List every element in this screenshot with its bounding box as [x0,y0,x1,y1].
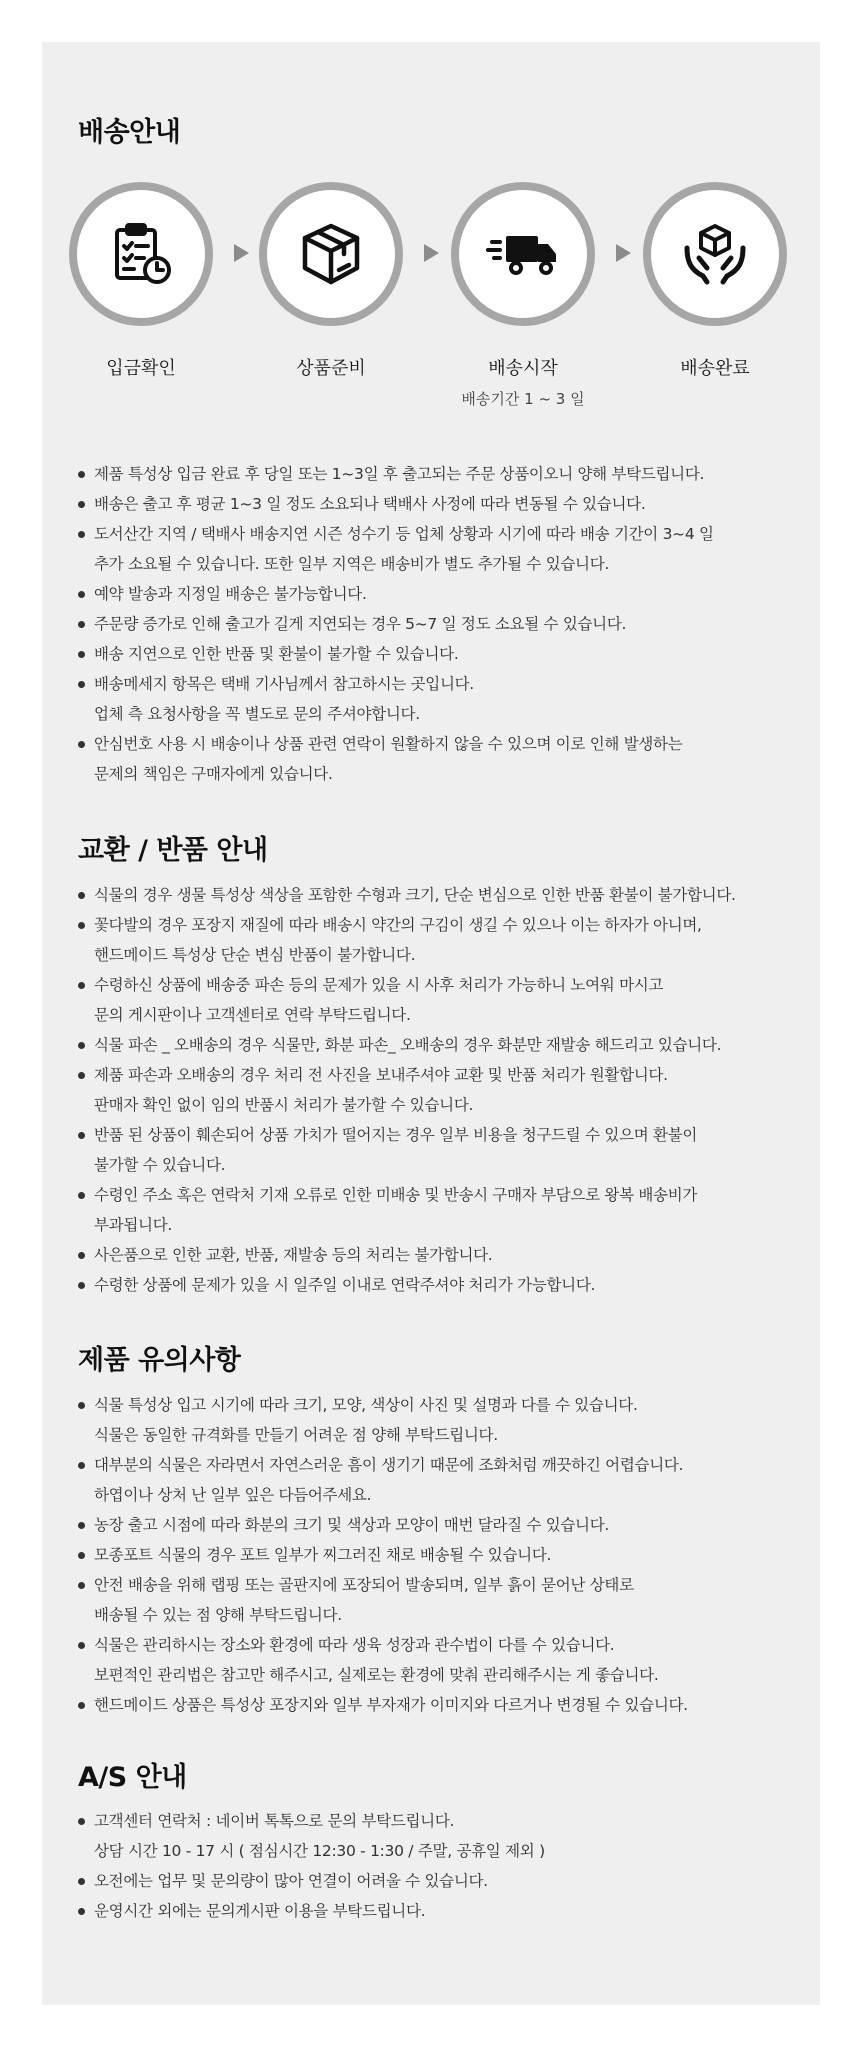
list-item-text: 핸드메이드 특성상 단순 변심 반품이 불가합니다. [94,946,416,964]
list-item [78,1060,798,1120]
list-item [78,1450,798,1510]
list-item-text: 수령인 주소 혹은 연락처 기재 오류로 인한 미배송 및 반송시 구매자 부담으로 왕복 배송비가 [94,1186,698,1204]
list-item-text: 업체 측 요청사항을 꼭 별도로 문의 주셔야합니다. [94,705,420,723]
shipping-title: 배송안내 [78,117,181,148]
list-item-text: 핸드메이드 상품은 특성상 포장지와 일부 부자재가 이미지와 다르거나 변경될 수 있습니다. [94,1696,688,1714]
as-title: A/S 안내 [78,1762,187,1793]
arrow-right-icon [234,244,249,262]
step-label: 상품준비 [296,358,366,379]
list-item-text: 주문량 증가로 인해 출고가 길게 지연되는 경우 5~7 일 정도 소요될 수 있습니다. [94,615,627,633]
exchange-notes [78,880,798,1300]
list-item-text: 불가할 수 있습니다. [94,1156,226,1174]
list-item-text: 하엽이나 상처 난 일부 잎은 다듬어주세요. [94,1486,372,1504]
list-item [78,1030,798,1060]
list-item-text: 배송메세지 항목은 택배 기사님께서 참고하시는 곳입니다. [94,675,474,693]
list-item-text: 오전에는 업무 및 문의량이 많아 연결이 어려울 수 있습니다. [94,1872,488,1890]
list-item-text: 꽃다발의 경우 포장지 재질에 따라 배송시 약간의 구김이 생길 수 있으나 이는 하자가 아니며, [94,916,702,934]
list-item-text: 배송 지연으로 인한 반품 및 환불이 불가할 수 있습니다. [94,645,459,663]
list-item-text: 식물은 관리하시는 장소와 환경에 따라 생육 성장과 관수법이 다를 수 있습니다. [94,1636,615,1654]
clipboard-clock-icon [69,182,213,326]
list-item-text: 상담 시간 10 - 17 시 ( 점심시간 12:30 - 1:30 / 주말, 공휴일 제외 ) [94,1842,545,1860]
shipping-steps [42,182,820,412]
caution-notes [78,1390,798,1720]
list-item [78,669,798,729]
list-item [78,1390,798,1450]
list-item-text: 예약 발송과 지정일 배송은 불가능합니다. [94,585,367,603]
list-item-text: 도서산간 지역 / 택배사 배송지연 시즌 성수기 등 업체 상황과 시기에 따라 배송 기간이 3~4 일 [94,525,714,543]
list-item [78,609,798,639]
exchange-title: 교환 / 반품 안내 [78,835,268,866]
list-item [78,489,798,519]
hands-box-icon [643,182,787,326]
list-item [78,1806,798,1866]
list-item-text: 모종포트 식물의 경우 포트 일부가 찌그러진 채로 배송될 수 있습니다. [94,1546,552,1564]
arrow-right-icon [616,244,631,262]
as-notes [78,1806,798,1926]
list-item [78,1570,798,1630]
list-item-text: 안전 배송을 위해 랩핑 또는 골판지에 포장되어 발송되며, 일부 흙이 묻어난 상태로 [94,1576,634,1594]
list-item-text: 제품 특성상 입금 완료 후 당일 또는 1~3일 후 출고되는 주문 상품이오니 양해 부탁드립니다. [94,465,705,483]
list-item [78,970,798,1030]
list-item [78,729,798,789]
list-item-text: 식물 특성상 입고 시기에 따라 크기, 모양, 색상이 사진 및 설명과 다를 수 있습니다. [94,1396,638,1414]
list-item-text: 사은품으로 인한 교환, 반품, 재발송 등의 처리는 불가합니다. [94,1246,493,1264]
list-item-text: 대부분의 식물은 자라면서 자연스러운 흠이 생기기 때문에 조화처럼 깨끗하긴 어렵습니다. [94,1456,684,1474]
step-delivery-complete [640,182,790,380]
shipping-notes [78,459,798,789]
list-item-text: 보편적인 관리법은 참고만 해주시고, 실제로는 환경에 맞춰 관리해주시는 게 좋습니다. [94,1666,659,1684]
list-item [78,519,798,579]
list-item [78,910,798,970]
list-item-text: 수령하신 상품에 배송중 파손 등의 문제가 있을 시 사후 처리가 가능하니 노여워 마시고 [94,976,664,994]
list-item [78,579,798,609]
step-payment-confirm [66,182,216,380]
list-item-text: 문의 게시판이나 고객센터로 연락 부탁드립니다. [94,1006,411,1024]
list-item-text: 고객센터 연락처 : 네이버 톡톡으로 문의 부탁드립니다. [94,1812,455,1830]
list-item [78,1120,798,1180]
list-item-text: 반품 된 상품이 훼손되어 상품 가치가 떨어지는 경우 일부 비용을 청구드릴 수 있으며 환불이 [94,1126,698,1144]
delivery-truck-icon [451,182,595,326]
list-item [78,1240,798,1270]
step-label: 배송시작 [488,358,558,379]
list-item-text: 제품 파손과 오배송의 경우 처리 전 사진을 보내주셔야 교환 및 반품 처리가 원활합니다. [94,1066,668,1084]
step-label: 배송완료 [680,358,750,379]
list-item-text: 식물은 동일한 규격화를 만들기 어려운 점 양해 부탁드립니다. [94,1426,498,1444]
list-item [78,639,798,669]
list-item [78,1540,798,1570]
list-item-text: 추가 소요될 수 있습니다. 또한 일부 지역은 배송비가 별도 추가될 수 있습니다. [94,555,610,573]
info-panel [42,42,820,2005]
list-item-text: 판매자 확인 없이 임의 반품시 처리가 불가할 수 있습니다. [94,1096,474,1114]
list-item-text: 식물의 경우 생물 특성상 색상을 포함한 수형과 크기, 단순 변심으로 인한 반품 환불이 불가합니다. [94,886,736,904]
list-item-text: 배송은 출고 후 평균 1~3 일 정도 소요되나 택배사 사정에 따라 변동될 수 있습니다. [94,495,646,513]
list-item [78,1866,798,1896]
step-shipping-start [448,182,598,409]
step-label: 입금확인 [106,358,176,379]
list-item-text: 운영시간 외에는 문의게시판 이용을 부탁드립니다. [94,1902,426,1920]
list-item [78,880,798,910]
caution-title: 제품 유의사항 [78,1345,241,1376]
list-item [78,1270,798,1300]
list-item-text: 농장 출고 시점에 따라 화분의 크기 및 색상과 모양이 매번 달라질 수 있습니다. [94,1516,610,1534]
list-item [78,1630,798,1690]
list-item-text: 부과됩니다. [94,1216,172,1234]
step-product-prep [256,182,406,380]
list-item [78,1690,798,1720]
list-item-text: 식물 파손 _ 오배송의 경우 식물만, 화분 파손_ 오배송의 경우 화분만 재발송 해드리고 있습니다. [94,1036,722,1054]
list-item-text: 배송될 수 있는 점 양해 부탁드립니다. [94,1606,342,1624]
list-item [78,1180,798,1240]
list-item [78,1896,798,1926]
arrow-right-icon [424,244,439,262]
list-item [78,459,798,489]
package-box-icon [259,182,403,326]
list-item [78,1510,798,1540]
list-item-text: 수령한 상품에 문제가 있을 시 일주일 이내로 연락주셔야 처리가 가능합니다. [94,1276,596,1294]
delivery-period: 배송기간 1 ~ 3 일 [461,390,585,408]
list-item-text: 문제의 책임은 구매자에게 있습니다. [94,765,333,783]
list-item-text: 안심번호 사용 시 배송이나 상품 관련 연락이 원활하지 않을 수 있으며 이로 인해 발생하는 [94,735,683,753]
